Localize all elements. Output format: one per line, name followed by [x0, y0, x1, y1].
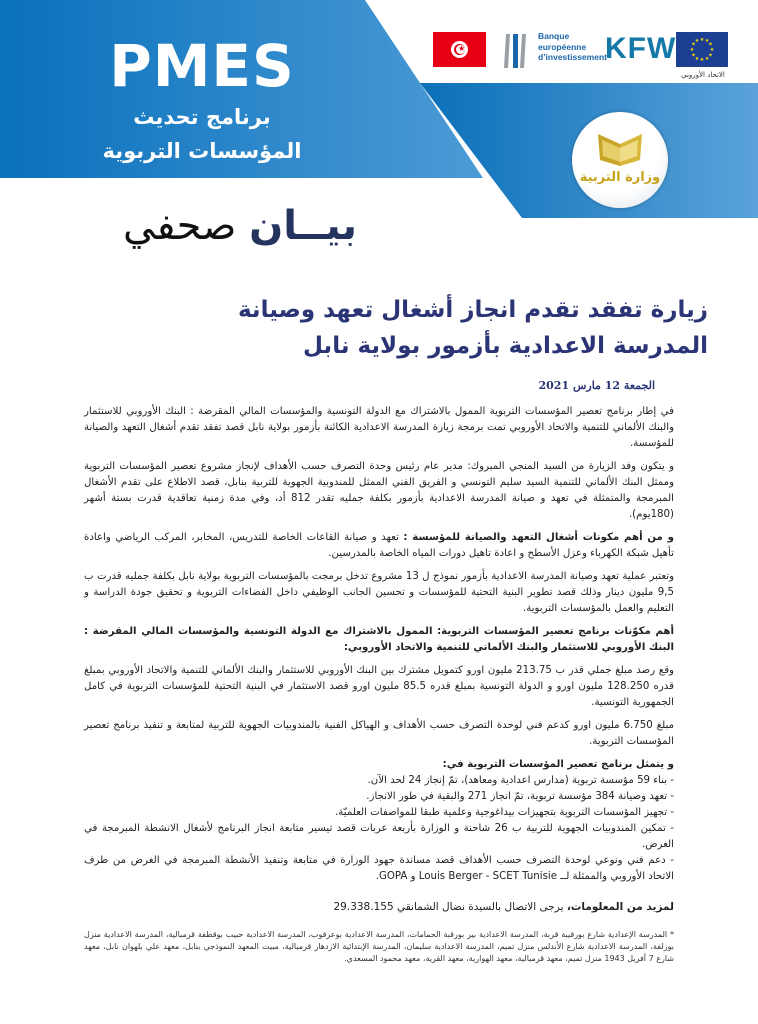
ministry-label: وزارة التربية: [579, 170, 661, 185]
eib-logo-icon: [500, 32, 530, 68]
eib-line2: européenne: [538, 41, 587, 52]
paragraph-model-project: وتعتبر عملية تعهد وصيانة المدرسة الاعدادية بأزمور نموذج ل 13 مشروع تدخل برمجت بالمؤسسات التربوية بولاية نابل بكلفة جمليه قدرت ب 9,5 مليون دينار وذلك قصد تطوير البنية التحتية للمؤسسات و تحسين الجانب الوظيفي داخل الفضاءات التربوية و تحقيق جودة الدراسة و التعليم والعمل بالمؤسسات التربوية.: [84, 571, 674, 614]
article-body: [84, 404, 674, 885]
svg-text:★: ★: [708, 41, 713, 48]
list-item: - دعم فني ونوعي لوحدة التصرف حسب الأهداف قصد مساندة جهود الوزارة في متابعة وتنفيذ الأنشطة المبرمجة في الغرض من طرف الاتحاد الأوروبي والممثلة لــ Louis Berger - SCET Tunisie و GOPA.: [84, 855, 674, 882]
press-word1: بيــان: [249, 203, 357, 249]
contact-label: لمزيد من المعلومات،: [566, 901, 674, 913]
title-line1: زيارة تفقد تقدم انجاز أشغال تعهد وصيانة: [237, 297, 708, 323]
svg-text:★: ★: [694, 56, 700, 62]
paragraph-delegation: و يتكون وفد الزيارة من السيد المنجي المبروك: مدير عام رئيس وحدة التصرف حسب الأهداف لإنجاز مشروع تعصير المؤسسات التربوية وممثل البنك الألماني للتنمية السيد سليم التونسي و الفريق الفني الممثل للمندوبية الجهوية للتربية بنابل، قصد الاطلاع على تقدم الأشغال المبرمجة والمتمثلة في تعهد و صيانة المدرسة الاعدادية بأزمور بكلفة جمليه تقدر 812 أد، وفي مدة زمنية تعاقدية قدرت بستة أشهر (180يوم).: [84, 461, 675, 520]
brand-subtitle-line1: برنامج تحديث: [133, 105, 271, 129]
ministry-logo: [572, 112, 668, 208]
eu-flag-icon: [676, 32, 728, 67]
header-banner: [0, 0, 758, 230]
eib-logo-text: [538, 31, 607, 63]
svg-text:★: ★: [689, 47, 695, 53]
program-list: [84, 773, 674, 885]
eu-stars-icon: [676, 32, 728, 67]
svg-text:★: ★: [699, 37, 705, 43]
contact-text: يرجى الاتصال بالسيدة نضال الشمانقي 29.338.155: [333, 901, 564, 913]
svg-text:★: ★: [699, 57, 705, 63]
footnote: * المدرسة الإعدادية شارع بورقيبة قربة، المدرسة الاعدادية بير بورقبة الحمامات، المدرسة الاعدادية بوعرقوب، المدرسة الاعدادية حبيب بوقطفة قرمبالية، المدرسة الاعدادية منزل بوزلفة، المدرسة الاعدادية شارع الأندلس منزل تميم، المدرسة الاعدادية سليمان، المدرسة الإبتدائية الازدهار قرمبالية، مبيت المعهد النموذجي بنابل، معهد علي بلهوان نابل، معهد شارع 7 أفريل 1943 منزل تميم، معهد قرمبالية، معهد الهوارية، معهد القرية، معهد محمود المسعدي.: [84, 930, 674, 963]
paragraph-technical-support: مبلغ 6.750 مليون اورو كدعم فني لوحدة التصرف حسب الأهداف و الهياكل الفنية بالمندوبيات الجهوية للتربية لمتابعة و تنفيذ برنامج تعصير المؤسسات التربوية.: [84, 720, 674, 747]
open-book-icon: [594, 130, 646, 170]
paragraph-components: [84, 530, 674, 562]
program-heading: أهم مكوّنات برنامج تعصير المؤسسات التربوية: الممول بالاشتراك مع الدولة التونسية والمؤسسات المالي المقرضة : البنك الأوروبي للاستثمار والبنك الألماني للتنمية والاتحاد الأوروبي:: [84, 626, 674, 653]
svg-text:★: ★: [704, 56, 710, 62]
partner-logos: [430, 30, 730, 82]
title-line2: المدرسة الاعدادية بأزمور بولاية نابل: [303, 333, 708, 359]
components-text: تعهد و صيانة القاعات الخاصة للتدريس، المخابر، المركب الرياضي واعادة تأهيل شبكة الكهرباء وعزل الأسطح و اعادة تاهيل دورات المياه الخاصة بالمدرسين.: [84, 532, 674, 559]
eib-line1: Banque: [538, 31, 570, 41]
paragraph-funding: وقع رصد مبلغ جملي قدر ب 213.75 مليون اورو كتمويل مشترك بين البنك الأوروبي للاستثمار والبنك الألماني للتنمية والاتحاد الأوروبي بمبلغ قدره 128.250 مليون اورو و الدولة التونسية بمبلغ قدره 85.5 مليون اورو قصد الاستثمار في البنية التحتية للمؤسسات التربوية في كامل الجمهورية التونسية.: [84, 665, 674, 708]
list-item: - تعهد وصيانة 384 مؤسسة تربوية، تمّ انجاز 271 والبقية في طور الانجاز.: [366, 791, 674, 802]
article-title: [168, 292, 708, 364]
tunisia-flag-icon: ★: [433, 32, 486, 67]
svg-text:★: ★: [708, 52, 713, 59]
kfw-logo: KFW: [605, 32, 677, 65]
pmes-brand: [92, 34, 312, 166]
contact-info: [84, 899, 674, 915]
article-flow: [84, 404, 674, 965]
brand-subtitle-line2: المؤسسات التربوية: [102, 139, 302, 163]
svg-text:★: ★: [691, 52, 696, 59]
eib-line3: d’investissement: [538, 52, 607, 62]
components-label: و من أهم مكونات أشغال التعهد والصيانة للمؤسسة :: [403, 532, 674, 543]
list-item: - تجهيز المؤسسات التربوية بتجهيزات بيداغوجية وعلمية طبقا للمواصفات العلميّة.: [335, 807, 674, 818]
svg-text:★: ★: [691, 41, 696, 48]
list-item: - بناء 59 مؤسسة تربوية (مدارس اعدادية ومعاهد)، تمّ إنجاز 24 لحد الآن.: [367, 775, 674, 786]
press-word2: صحفي: [123, 203, 237, 249]
list-item: - تمكين المندوبيات الجهوية للتربية ب 26 شاحنة و الوزارة بأربعة عربات قصد تيسير متابعة انجاز البرنامج لأشغال الانشطة المبرمجة في الغرض.: [84, 823, 674, 850]
svg-text:★: ★: [709, 47, 715, 53]
paragraph-intro: في إطار برنامج تعصير المؤسسات التربوية الممول بالاشتراك مع الدولة التونسية والمؤسسات المالي المقرضة : البنك الأوروبي للاستثمار والبنك الألماني للتنمية والاتحاد الأوروبي تمت برمجة زيارة المدرسة الاعدادية الكائنة بأزمور بولاية نابل قصد تفقد تقدم أشغال التعهد والصيانة للمؤسسة.: [84, 406, 674, 449]
eu-label: الاتحاد الأوروبي: [681, 71, 725, 79]
list-heading: و يتمثل برنامج تعصير المؤسسات التربوية في:: [442, 759, 674, 770]
svg-text:★: ★: [694, 38, 700, 44]
article-date: الجمعة 12 مارس 2021: [538, 379, 655, 392]
press-release-heading: [110, 198, 370, 254]
brand-title: PMES: [109, 32, 295, 100]
svg-text:★: ★: [704, 38, 710, 44]
